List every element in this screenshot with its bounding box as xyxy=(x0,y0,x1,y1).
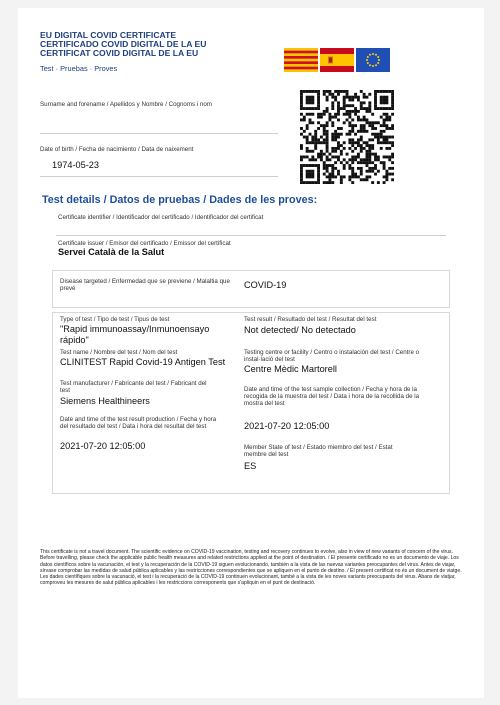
spain-flag-icon xyxy=(320,48,354,72)
dob-value: 1974-05-23 xyxy=(52,160,99,170)
testing-centre-label: Testing centre or facility / Centro o instalación del test / Centre o instal·lació del test xyxy=(244,349,420,364)
testing-centre-value: Centre Mèdic Martorell xyxy=(244,364,337,374)
name-label: Surname and forename / Apellidos y Nombre / Cognoms i nom xyxy=(40,101,212,108)
member-state-label: Member State of test / Estado miembro del test / Estat membre del test xyxy=(244,444,393,459)
qr-code xyxy=(300,90,394,184)
dob-divider xyxy=(40,176,278,177)
title-ca: CERTIFICAT COVID DIGITAL DE LA EU xyxy=(40,48,199,58)
issuer-value: Servei Català de la Salut xyxy=(58,247,165,257)
test-name-label: Test name / Nombre del test / Nom del test xyxy=(60,349,178,356)
disease-label: Disease targeted / Enfermedad que se previene / Malaltia que prevé xyxy=(60,278,230,293)
disclaimer-text: This certificate is not a travel document. The scientific evidence on COVID-19 vaccination, testing and recovery continues to evolve, also in view of new variants of concern of the virus. Before travelling, please check the applicable public health measures and related restrictions applied at the point of destination. / El presente certificado no es un documento de viaje. Los datos científicos sobre la vacunación, el test y la recuperación de la COVID-19 siguen evolucionando, también a la vista de las nuevas variantes preocupantes del virus. Antes de viajar, sírvase comprobar las medidas de salud pública aplicables y las restricciones correspondientes que se apliquen en el punto de destino. / El present certificat no és un document de viatge. Les dades científiques sobre la vacunació, el test i la recuperació de la COVID-19 continuen evolucionant, també a la vista de les noves variants preocupants del virus. Abans de viatjar, comproveu les mesures de salut pública aplicables i les restriccions corresponents que s'apliquin en el punt de destinació. xyxy=(40,549,462,587)
sample-time-value: 2021-07-20 12:05:00 xyxy=(244,421,330,431)
test-type-value: "Rapid immunoassay/Inmunoensayo rápido" xyxy=(60,324,210,345)
sample-time-label: Date and time of the test sample collection / Fecha y hora de la recogida de la muestra del test / Data i hora de la recollida de la mostra del test xyxy=(244,386,420,408)
catalonia-flag-icon xyxy=(284,48,318,72)
name-divider xyxy=(40,133,278,134)
manufacturer-value: Siemens Healthineers xyxy=(60,396,150,406)
test-result-label: Test result / Resultado del test / Resultat del test xyxy=(244,316,377,323)
manufacturer-label: Test manufacturer / Fabricante del test / Fabricant del test xyxy=(60,380,207,395)
result-time-label: Date and time of the test result production / Fecha y hora del resultado del test / Data i hora del resultat del test xyxy=(60,416,217,431)
test-name-value: CLINITEST Rapid Covid-19 Antigen Test xyxy=(60,357,226,367)
issuer-label: Certificate issuer / Emisor del certificado / Emissor del certificat xyxy=(58,240,231,247)
test-type-label: Type of test / Tipo de test / Tipus de test xyxy=(60,316,170,323)
disease-value: COVID-19 xyxy=(244,280,287,290)
certificate-page xyxy=(18,8,484,698)
identifier-label: Certificate identifier / Identificador del certificado / Identificador del certificat xyxy=(58,214,264,221)
title-es: CERTIFICADO COVID DIGITAL DE LA EU xyxy=(40,39,207,49)
result-time-value: 2021-07-20 12:05:00 xyxy=(60,441,146,451)
dob-label: Date of birth / Fecha de nacimiento / Data de naixement xyxy=(40,146,194,153)
identifier-divider xyxy=(56,235,446,236)
test-result-value: Not detected/ No detectado xyxy=(244,325,356,335)
title-en: EU DIGITAL COVID CERTIFICATE xyxy=(40,30,177,40)
member-state-value: ES xyxy=(244,461,257,471)
section-title: Test details / Datos de pruebas / Dades de les proves: xyxy=(42,194,318,206)
subtitle: Test · Pruebas · Proves xyxy=(40,64,118,73)
eu-flag-icon xyxy=(356,48,390,72)
